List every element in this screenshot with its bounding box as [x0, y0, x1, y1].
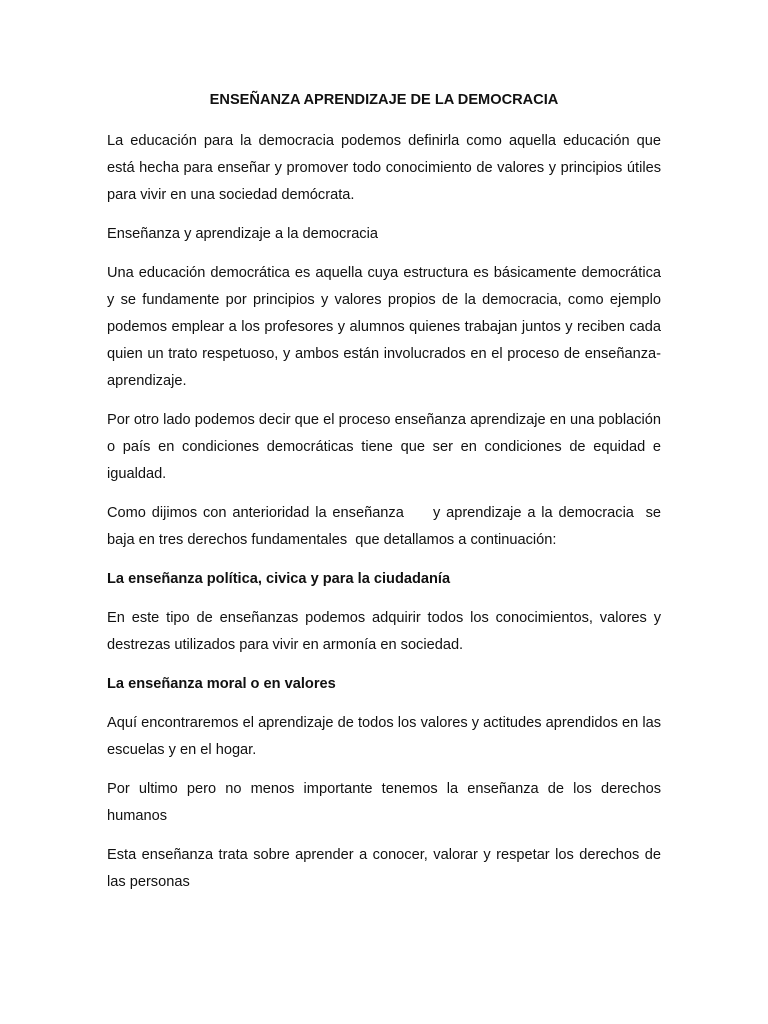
document-title: ENSEÑANZA APRENDIZAJE DE LA DEMOCRACIA [209, 92, 559, 108]
paragraph-democratic-education: Una educación democrática es aquella cuya estructura es básicamente democrática y se fundamente por principios y valores propios de la democracia, como ejemplo podemos emplear a los profesores y alumnos quienes trabajan juntos y reciben cada quien un trato respetuoso, y ambos están involucrados en el proceso de enseñanza-aprendizaje. [107, 265, 661, 389]
paragraph-subtitle: Enseñanza y aprendizaje a la democracia [107, 226, 378, 242]
heading-moral-values: La enseñanza moral o en valores [107, 676, 336, 692]
paragraph-moral-values: Aquí encontraremos el aprendizaje de todos los valores y actitudes aprendidos en las escuelas y en el hogar. [107, 715, 661, 758]
paragraph-respect-rights: Esta enseñanza trata sobre aprender a conocer, valorar y respetar los derechos de las personas [107, 847, 661, 890]
heading-political-civic: La enseñanza política, civica y para la ciudadanía [107, 571, 451, 587]
paragraph-intro: La educación para la democracia podemos definirla como aquella educación que está hecha para enseñar y promover todo conocimiento de valores y principios útiles para vivir en una sociedad demócrata. [107, 133, 661, 203]
paragraph-three-rights: Como dijimos con anterioridad la enseñanza y aprendizaje a la democracia se baja en tres derechos fundamentales que detallamos a continuación: [107, 505, 666, 548]
paragraph-political-civic: En este tipo de enseñanzas podemos adquirir todos los conocimientos, valores y destrezas utilizados para vivir en armonía en sociedad. [107, 610, 661, 653]
paragraph-human-rights: Por ultimo pero no menos importante tenemos la enseñanza de los derechos humanos [107, 781, 661, 824]
paragraph-equity: Por otro lado podemos decir que el proceso enseñanza aprendizaje en una población o país en condiciones democráticas tiene que ser en condiciones de equidad e igualdad. [107, 412, 661, 482]
document-page [107, 90, 666, 908]
